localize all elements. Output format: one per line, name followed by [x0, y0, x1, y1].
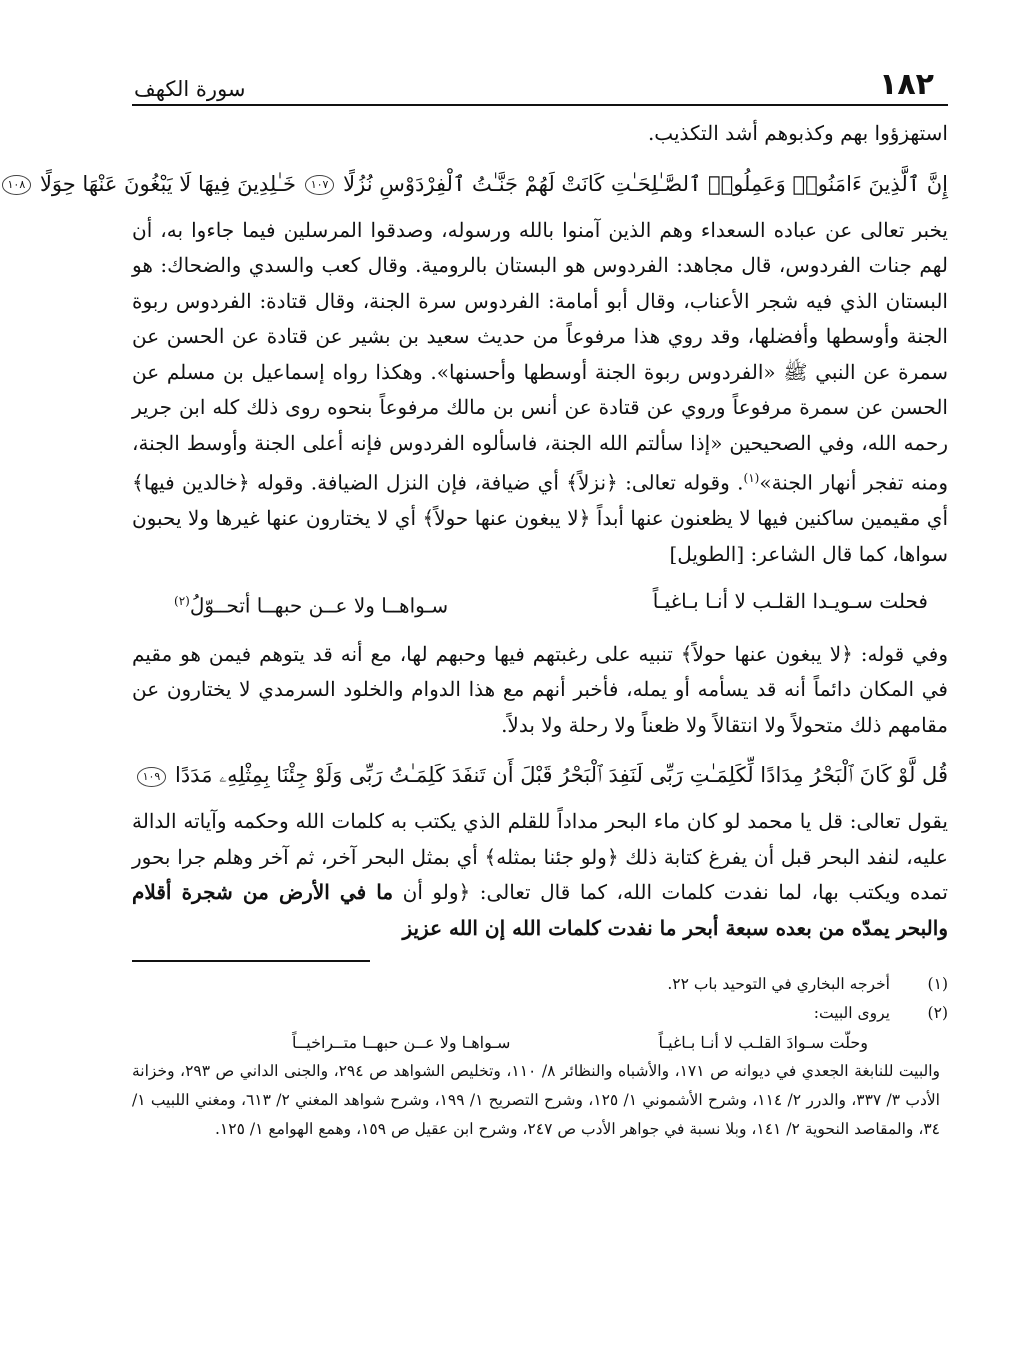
- ayah-number-107: ١٠٧: [305, 175, 335, 195]
- footnote-ref-2: (٢): [174, 594, 190, 609]
- book-page: [7, 62, 948, 1144]
- verse-107-text: إِنَّ ٱلَّذِينَ ءَامَنُوا۟ وَعَمِلُوا۟ ٱلصَّـٰلِحَـٰتِ كَانَتْ لَهُمْ جَنَّـٰتُ ٱلْفِرْدَوْسِ نُزُلًا: [343, 171, 948, 196]
- footnote-2: [132, 999, 948, 1028]
- poem-hemistich-right: فحلت سـويـدا القلـب لا أنـا بـاغيـاً: [652, 589, 928, 614]
- footnote-poem-right: وحلّت سـوادَ القلـب لا أنـا بـاغيـاً: [658, 1033, 868, 1053]
- poem-hemistich-left-wrap: [174, 584, 448, 623]
- poem-hemistich-left: سـواهــا ولا عــن حبهــا أتحــوّلُ: [189, 593, 449, 618]
- footnote-number: (٢): [927, 1004, 948, 1023]
- verse-109-text: قُل لَّوْ كَانَ ٱلْبَحْرُ مِدَادًا لِّكَلِمَـٰتِ رَبِّى لَنَفِدَ ٱلْبَحْرُ قَبْلَ أَن تَنفَدَ كَلِمَـٰتُ رَبِّى وَلَوْ جِئْنَا بِمِثْلِهِۦ مَدَدًا: [174, 763, 948, 788]
- tafsir-text-4: يقول تعالى: قل يا محمد لو كان ماء البحر مداداً للقلم الذي يكتب به كلمات الله وحكمه وآياته الدالة عليه، لنفد البحر قبل أن يفرغ كتابة ذلك ﴿ولو جئنا بمثله﴾ أي بمثل البحر آخر، ثم آخر وهلم جرا بحور تمده ويكتب بها، لما نفدت كلمات الله، كما قال تعالى: ﴿ولو أن: [132, 809, 948, 905]
- verse-107-108: [7, 167, 948, 201]
- tafsir-text-4-bold: ما في الأرض من شجرة أقلام والبحر يمدّه من بعده سبعة أبحر ما نفدت كلمات الله إن الله عزيز: [132, 880, 948, 940]
- verse-109: [132, 758, 948, 792]
- poem-verse: [174, 584, 928, 623]
- surah-title: سورة الكهف: [134, 77, 246, 101]
- tafsir-paragraph-4: [132, 804, 948, 946]
- footnote-1: [132, 970, 948, 999]
- page-header: [132, 62, 948, 106]
- verse-108-text: خَـٰلِدِينَ فِيهَا لَا يَبْغُونَ عَنْهَا حِوَلًا: [39, 171, 297, 196]
- tafsir-paragraph-1: [132, 213, 948, 573]
- ayah-number-109: ١٠٩: [137, 767, 167, 787]
- tafsir-paragraph-3: وفي قوله: ﴿لا يبغون عنها حولاً﴾ تنبيه على رغبتهم فيها وحبهم لها، مع أنه قد يتوهم فيمن هو مقيم في المكان دائماً أنه قد يسأمه أو يمله، فأخبر أنهم مع هذا الدوام والخلود السرمدي لا يختارون عن مقامهم ذلك متحولاً ولا انتقالاً ولا ظعناً ولا رحلة ولا بدلاً.: [132, 641, 948, 737]
- footnote-text: أخرجه البخاري في التوحيد باب ٢٢.: [667, 975, 890, 994]
- intro-line: استهزؤوا بهم وكذبوهم أشد التكذيب.: [647, 121, 948, 145]
- footnote-poem: [132, 1028, 948, 1057]
- page-number: ١٨٢: [879, 67, 934, 102]
- footnote-number: (١): [927, 975, 948, 994]
- footnote-poem-left: سـواهـا ولا عــن حبهــا متــراخيــاً: [292, 1033, 511, 1053]
- footnotes: [132, 970, 948, 1144]
- footnote-source: والبيت للنابغة الجعدي في ديوانه ص ١٧١، والأشباه والنظائر ٨/ ١١٠، وتخليص الشواهد ص ٢٩٤، والجنى الداني ص ٢٩٣، وخزانة الأدب ٣/ ٣٣٧، والدرر ٢/ ١١٤، وشرح الأشموني ١/ ١٢٥، وشرح التصريح ١/ ١٩٩، وشرح شواهد المغني ٢/ ٦١٣، ومغني اللبيب ١/ ٣٤، والمقاصد النحوية ٢/ ١٤١، وبلا نسبة في جواهر الأدب ص ٢٤٧، وشرح ابن عقيل ص ١٥٩، وهمع الهوامع ١/ ١٢٥.: [132, 1062, 941, 1139]
- footnote-divider: [132, 960, 370, 962]
- ayah-number-108: ١٠٨: [2, 175, 32, 195]
- footnote-text: يروى البيت:: [813, 1004, 890, 1023]
- footnote-ref-1: (١): [743, 471, 760, 485]
- tafsir-text-2: . وقوله تعالى: ﴿نزلاً﴾ أي ضيافة، فإن النزل الضيافة. وقوله ﴿خالدين فيها﴾ أي مقيمين ساكنين فيها لا يظعنون عنها أبداً ﴿لا يبغون عنها حولاً﴾ أي لا يختارون عنها غيرها ولا يحبون سواها، كما قال الشاعر: [الطويل]: [132, 470, 948, 566]
- tafsir-text-1: يخبر تعالى عن عباده السعداء وهم الذين آمنوا بالله ورسوله، وصدقوا المرسلين فيما جاءوا به، أن لهم جنات الفردوس، قال مجاهد: الفردوس هو البستان بالرومية. وقال كعب والسدي والضحاك: هو البستان الذي فيه شجر الأعناب، وقال أبو أمامة: الفردوس سرة الجنة، وقال قتادة: الفردوس ربوة الجنة وأوسطها وأفضلها، وقد روي هذا مرفوعاً من حديث سعيد بن بشير عن قتادة عن الحسن عن سمرة عن النبي ﷺ «الفردوس ربوة الجنة أوسطها وأحسنها». وهكذا رواه إسماعيل بن مسلم عن الحسن عن سمرة مرفوعاً وروي عن قتادة عن أنس بن مالك مرفوعاً بنحوه روى ذلك كله ابن جرير رحمه الله، وفي الصحيحين «إذا سألتم الله الجنة، فاسألوه الفردوس فإنه أعلى الجنة وأوسط الجنة، ومنه تفجر أنهار الجنة»: [132, 217, 948, 495]
